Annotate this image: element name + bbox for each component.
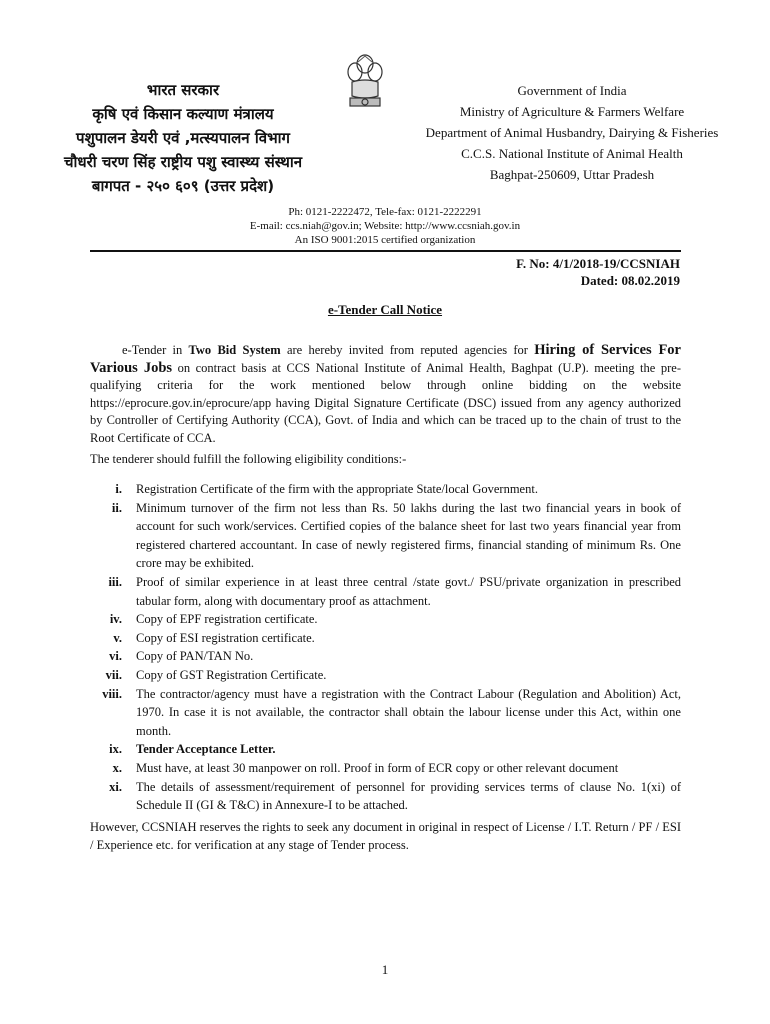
notice-title: e-Tender Call Notice: [327, 302, 443, 317]
list-item: ii. Minimum turnover of the firm not less than Rs. 50 lakhs during the last two financial years in book of account for such work/services. Certified copies of the balance sheet for last two years financial year from registered chartered accountant. In case of newly registered firms, financial standing of minimum Rs. One crore may be exhibited.: [111, 500, 681, 571]
hindi-line: बागपत - २५० ६०९ (उत्तर प्रदेश): [91, 177, 275, 195]
hindi-letterhead: [18, 78, 348, 198]
list-item: iii. Proof of similar experience in at least three central /state govt./ PSU/private organization in prescribed tabular form, along with documentary proof as attachment.: [108, 574, 681, 608]
english-line: Government of India: [517, 83, 627, 98]
reference-block: [440, 255, 680, 289]
hindi-line: कृषि एवं किसान कल्याण मंत्रालय: [92, 105, 274, 123]
eligibility-intro: The tenderer should fulfill the following eligibility conditions:-: [90, 452, 407, 466]
list-item: iv. Copy of EPF registration certificate.: [109, 612, 318, 627]
national-emblem-icon: [344, 52, 386, 124]
english-line: Department of Animal Husbandry, Dairying & Fisheries: [425, 125, 719, 140]
contact-block: [0, 205, 770, 247]
closing-paragraph: However, CCSNIAH reserves the rights to seek any document in original in respect of License / I.T. Return / PF / ESI / Experience etc. for verification at any stage of Tender process.: [90, 820, 681, 852]
header-divider: [90, 250, 681, 252]
list-item: ix. Tender Acceptance Letter.: [109, 742, 276, 757]
english-line: C.C.S. National Institute of Animal Health: [461, 146, 683, 161]
conditions-list: [90, 480, 681, 815]
iso-line: An ISO 9001:2015 certified organization: [294, 234, 476, 246]
list-item: v. Copy of ESI registration certificate.: [113, 630, 315, 645]
english-line: Baghpat-250609, Uttar Pradesh: [489, 167, 655, 182]
hindi-line: चौधरी चरण सिंह राष्ट्रीय पशु स्वास्थ्य संस्थान: [63, 153, 303, 171]
email-website-line: E-mail: ccs.niah@gov.in; Website: http://www.ccsniah.gov.in: [249, 220, 521, 232]
list-item: x. Must have, at least 30 manpower on roll. Proof in form of ECR copy or other relevant document: [112, 760, 619, 775]
intro-paragraph: e-Tender in Two Bid System are hereby invited from reputed agencies for Hiring of Services For Various Jobs on contract basis at CCS National Institute of Animal Health, Baghpat (U.P). meeting the pre-qualifying criteria for the work mentioned below through online bidding on the website https://eprocure.gov.in/eprocure/app having Digital Signature Certificate (DSC) issued from any agency authorized by Controller of Certifying Authority (CCA), Govt. of India and which can be traced up to the chain of trust to the Root Certificate of CCA.: [90, 342, 681, 445]
hindi-line: पशुपालन डेयरी एवं ,मत्स्यपालन विभाग: [76, 129, 290, 147]
phone-line: Ph: 0121-2222472, Tele-fax: 0121-2222291: [288, 206, 482, 218]
services-heading: Hiring of Services For Various Jobs: [90, 342, 681, 376]
hindi-line: भारत सरकार: [146, 81, 220, 99]
list-item: i. Registration Certificate of the firm with the appropriate State/local Government.: [115, 482, 538, 496]
date: Dated: 08.02.2019: [580, 273, 680, 288]
english-letterhead: [392, 80, 752, 185]
list-item: xi. The details of assessment/requirement of personnel for providing services terms of clause No. 1(xi) of Schedule II (GI & T&C) in Annexure-I to be attached.: [109, 779, 681, 813]
page-number: 1: [381, 962, 389, 977]
list-item: vii. Copy of GST Registration Certificate.: [105, 667, 327, 682]
list-item: viii. The contractor/agency must have a registration with the Contract Labour (Regulation and Abolition) Act, 1970. In case it is not available, the contractor shall obtain the labour license under this Act, within one month.: [102, 686, 681, 738]
file-number: F. No: 4/1/2018-19/CCSNIAH: [516, 256, 680, 271]
bid-system: Two Bid System: [188, 343, 281, 357]
list-item: vi. Copy of PAN/TAN No.: [109, 649, 254, 664]
english-line: Ministry of Agriculture & Farmers Welfare: [459, 104, 685, 119]
